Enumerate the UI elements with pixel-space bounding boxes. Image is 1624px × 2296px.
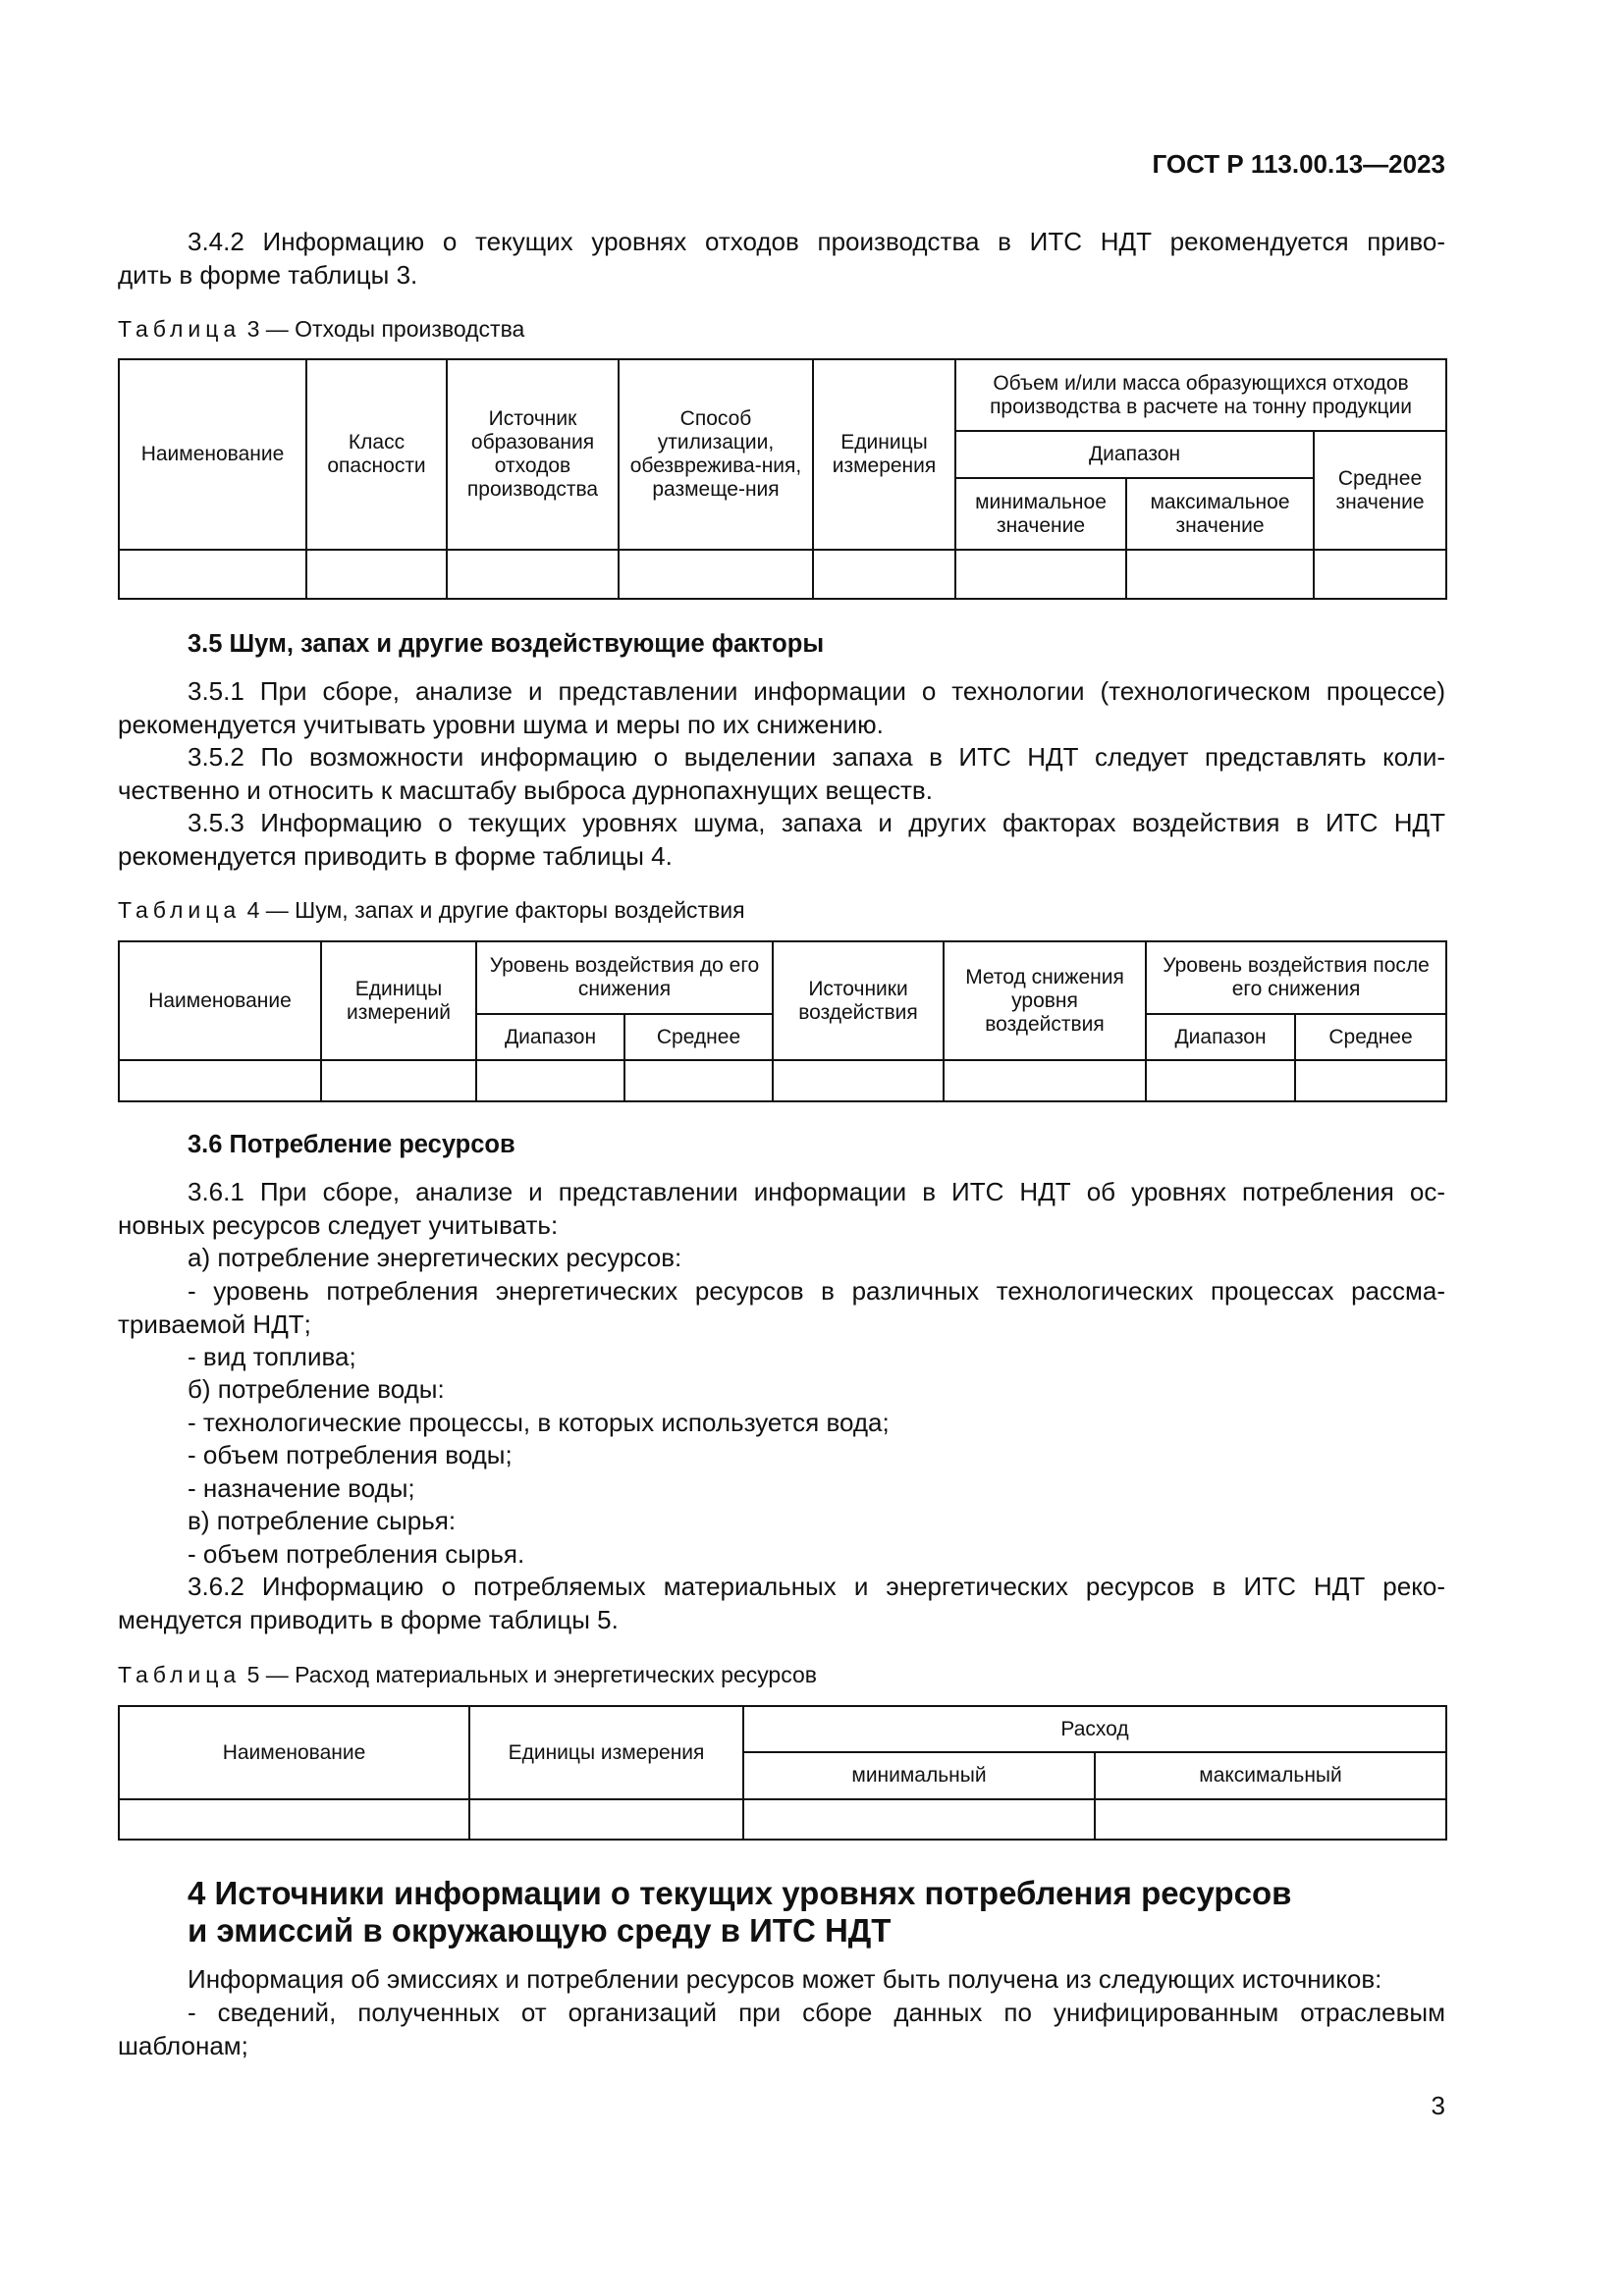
table-4-caption (118, 897, 745, 924)
list-item-b-3: - назначение воды; (188, 1473, 415, 1503)
heading-line: и эмиссий в окружающую среду в ИТС НДТ (188, 1912, 892, 1949)
paragraph-line: шаблонам; (118, 2030, 248, 2060)
paragraph-line: дить в форме таблицы 3. (118, 259, 418, 290)
header-method: Способ утилизации, обезврежива-ния, размеще-ния (619, 359, 813, 550)
paragraph-line: 3.4.2 Информацию о текущих уровнях отходов производства в ИТС НДТ рекомендуется приво- (188, 227, 1445, 256)
table-cell (119, 1799, 469, 1840)
document-code: ГОСТ Р 113.00.13—2023 (1152, 149, 1445, 179)
header-min: минимальный (743, 1752, 1095, 1799)
section-3-6-heading: 3.6 Потребление ресурсов (188, 1131, 515, 1158)
table-cell (119, 1060, 321, 1101)
header-name: Наименование (119, 359, 306, 550)
paragraph-3-5-2 (118, 741, 1445, 807)
table-5 (118, 1705, 1447, 1841)
table-cell (1126, 550, 1314, 599)
header-consumption: Расход (743, 1706, 1446, 1752)
header-min: минимальное значение (955, 478, 1126, 550)
table-cell (1314, 550, 1446, 599)
header-name: Наименование (119, 1706, 469, 1799)
table-row (119, 1799, 1446, 1840)
paragraph-line: 3.5.1 При сборе, анализе и представлении информации о технологии (технологическом процессе) (188, 676, 1445, 706)
table-cell (624, 1060, 773, 1101)
paragraph-line: 3.5.2 По возможности информацию о выделении запаха в ИТС НДТ следует представлять коли- (188, 742, 1445, 772)
page-number: 3 (1431, 2091, 1445, 2120)
paragraph-3-6-2 (118, 1571, 1445, 1636)
header-units: Единицы измерения (813, 359, 955, 550)
section-3-5-heading: 3.5 Шум, запах и другие воздействующие факторы (188, 630, 825, 658)
paragraph-line: 3.6.1 При сборе, анализе и представлении информации в ИТС НДТ об уровнях потребления ос- (188, 1177, 1445, 1206)
section-4-heading (188, 1875, 1291, 1949)
list-item-a-2: - вид топлива; (188, 1342, 356, 1371)
table-caption-word: Таблица (118, 316, 242, 342)
paragraph-3-4-2 (118, 226, 1445, 292)
table-cell (619, 550, 813, 599)
paragraph-line: - уровень потребления энергетических ресурсов в различных технологических процессах рассма- (188, 1276, 1445, 1306)
header-reduction-method: Метод снижения уровня воздействия (944, 941, 1146, 1060)
paragraph-line: чественно и относить к масштабу выброса дурнопахнущих веществ. (118, 774, 933, 805)
paragraph-4-intro: Информация об эмиссиях и потреблении ресурсов может быть получена из следующих источников: (188, 1964, 1382, 1994)
header-units: Единицы измерений (321, 941, 476, 1060)
list-item-b-1: - технологические процессы, в которых используется вода; (188, 1408, 890, 1437)
list-item-b-2: - объем потребления воды; (188, 1440, 513, 1469)
paragraph-line: - сведений, полученных от организаций при сборе данных по унифицированным отраслевым (188, 1998, 1445, 2027)
table-caption-text: 5 — Расход материальных и энергетических ресурсов (246, 1662, 817, 1687)
header-level-after: Уровень воздействия после его снижения (1146, 941, 1446, 1014)
paragraph-line: 3.5.3 Информацию о текущих уровнях шума, запаха и других факторах воздействия в ИТС НДТ (188, 808, 1445, 837)
header-volume: Объем и/или масса образующихся отходов производства в расчете на тонну продукции (955, 359, 1446, 431)
table-cell (773, 1060, 944, 1101)
header-average: Среднее (624, 1014, 773, 1060)
paragraph-line: новных ресурсов следует учитывать: (118, 1209, 559, 1240)
table-5-caption (118, 1662, 817, 1688)
list-item-a: а) потребление энергетических ресурсов: (188, 1243, 682, 1272)
table-caption-text: 4 — Шум, запах и другие факторы воздействия (246, 897, 745, 923)
table-caption-word: Таблица (118, 1662, 242, 1687)
header-level-before: Уровень воздействия до его снижения (476, 941, 773, 1014)
table-row (119, 1060, 1446, 1101)
list-item-c-1: - объем потребления сырья. (188, 1539, 525, 1569)
list-item-c: в) потребление сырья: (188, 1506, 457, 1535)
header-max: максимальный (1095, 1752, 1446, 1799)
header-sources: Источники воздействия (773, 941, 944, 1060)
paragraph-line: мендуется приводить в форме таблицы 5. (118, 1604, 619, 1634)
table-cell (321, 1060, 476, 1101)
table-cell (306, 550, 447, 599)
header-range: Диапазон (1146, 1014, 1295, 1060)
table-cell (1146, 1060, 1295, 1101)
table-cell (944, 1060, 1146, 1101)
heading-line: 4 Источники информации о текущих уровнях потребления ресурсов (188, 1875, 1292, 1911)
paragraph-3-5-1 (118, 675, 1445, 741)
table-caption-word: Таблица (118, 897, 242, 923)
header-units: Единицы измерения (469, 1706, 743, 1799)
table-cell (469, 1799, 743, 1840)
paragraph-3-5-3 (118, 807, 1445, 873)
table-cell (743, 1799, 1095, 1840)
header-name: Наименование (119, 941, 321, 1060)
table-cell (955, 550, 1126, 599)
table-cell (1095, 1799, 1446, 1840)
header-average: Среднее (1295, 1014, 1446, 1060)
table-4 (118, 940, 1447, 1102)
list-item-b: б) потребление воды: (188, 1374, 445, 1404)
table-row (119, 550, 1446, 599)
paragraph-line: 3.6.2 Информацию о потребляемых материальных и энергетических ресурсов в ИТС НДТ реко- (188, 1572, 1445, 1601)
paragraph-3-6-1 (118, 1176, 1445, 1242)
header-class: Класс опасности (306, 359, 447, 550)
table-cell (119, 550, 306, 599)
table-cell (1295, 1060, 1446, 1101)
table-cell (447, 550, 619, 599)
paragraph-line: рекомендуется приводить в форме таблицы 4. (118, 840, 673, 871)
header-range: Диапазон (955, 431, 1314, 478)
paragraph-line: триваемой НДТ; (118, 1308, 311, 1339)
table-cell (813, 550, 955, 599)
list-item-4-1 (118, 1997, 1445, 2062)
paragraph-line: рекомендуется учитывать уровни шума и меры по их снижению. (118, 709, 884, 739)
table-caption-text: 3 — Отходы производства (246, 316, 525, 342)
table-cell (476, 1060, 624, 1101)
header-source: Источник образования отходов производства (447, 359, 619, 550)
table-3 (118, 358, 1447, 600)
list-item-a-1 (118, 1275, 1445, 1341)
table-3-caption (118, 316, 524, 343)
header-max: максимальное значение (1126, 478, 1314, 550)
header-average: Среднее значение (1314, 431, 1446, 550)
header-range: Диапазон (476, 1014, 624, 1060)
